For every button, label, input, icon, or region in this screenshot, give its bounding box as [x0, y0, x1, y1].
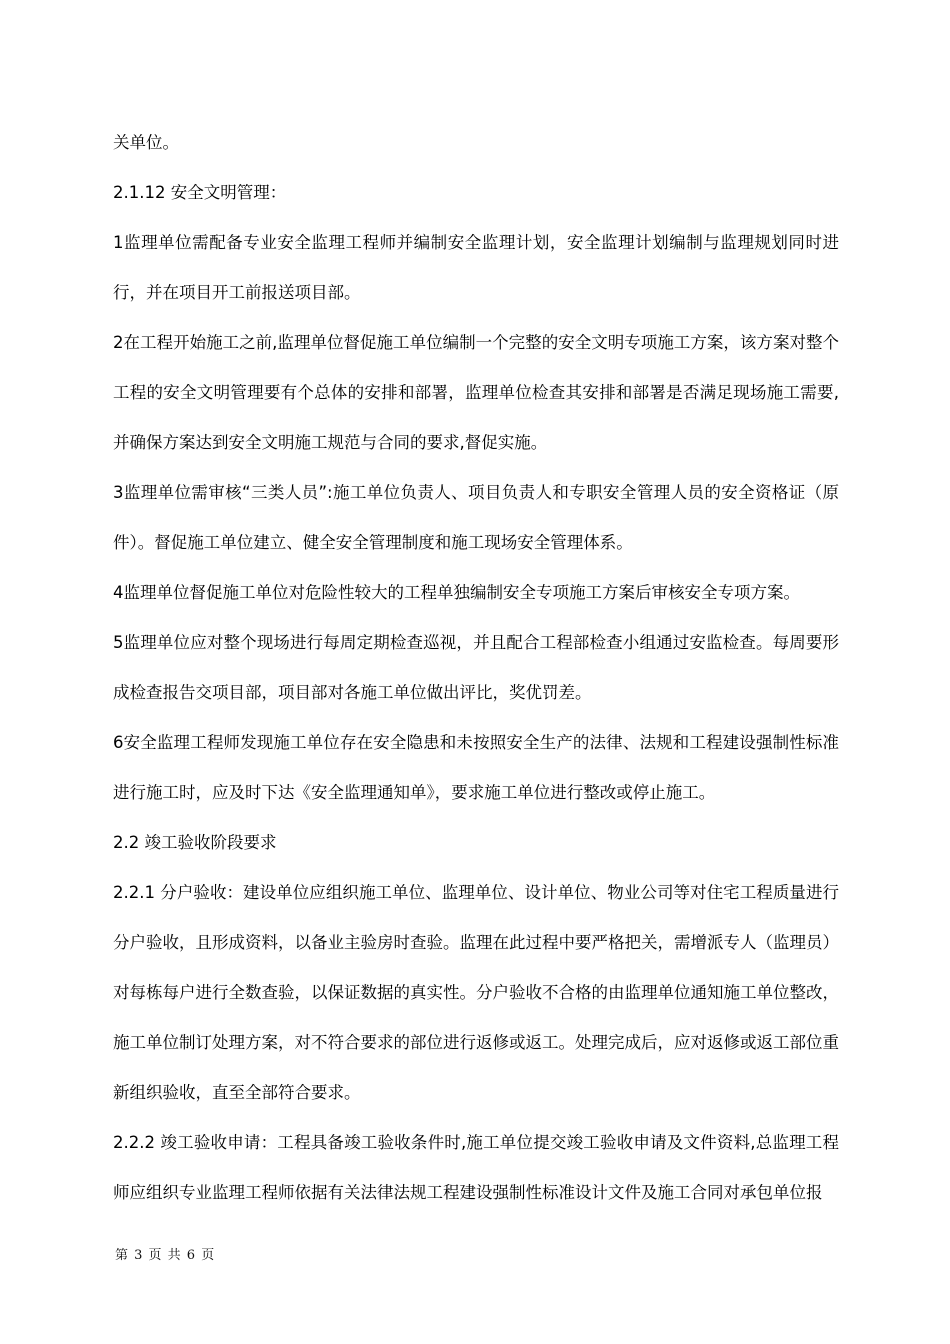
document-body [113, 118, 839, 1218]
list-item-6: 6安全监理工程师发现施工单位存在安全隐患和未按照安全生产的法律、法规和工程建设强制性标准进行施工时，应及时下达《安全监理通知单》，要求施工单位进行整改或停止施工。 [113, 733, 839, 802]
list-item-2: 2在工程开始施工之前,监理单位督促施工单位编制一个完整的安全文明专项施工方案，该方案对整个工程的安全文明管理要有个总体的安排和部署，监理单位检查其安排和部署是否满足现场施工需要,并确保方案达到安全文明施工规范与合同的要求,督促实施。 [113, 333, 839, 452]
section-heading-2-2: 2.2 竣工验收阶段要求 [113, 833, 277, 852]
list-item-3: 3监理单位需审核“三类人员”:施工单位负责人、项目负责人和专职安全管理人员的安全资格证（原件）。督促施工单位建立、健全安全管理制度和施工现场安全管理体系。 [113, 483, 839, 552]
page-footer: 第 3 页 共 6 页 [115, 1248, 216, 1263]
list-item-1: 1监理单位需配备专业安全监理工程师并编制安全监理计划，安全监理计划编制与监理规划同时进行，并在项目开工前报送项目部。 [113, 233, 839, 302]
list-item-5: 5监理单位应对整个现场进行每周定期检查巡视，并且配合工程部检查小组通过安监检查。每周要形成检查报告交项目部，项目部对各施工单位做出评比，奖优罚差。 [113, 633, 839, 702]
paragraph-continuation: 关单位。 [113, 133, 179, 152]
section-heading-2-1-12: 2.1.12 安全文明管理： [113, 183, 287, 202]
paragraph-2-2-2: 2.2.2 竣工验收申请：工程具备竣工验收条件时,施工单位提交竣工验收申请及文件资料,总监理工程师应组织专业监理工程师依据有关法律法规工程建设强制性标准设计文件及施工合同对承包单位报 [113, 1133, 839, 1202]
paragraph-2-2-1: 2.2.1 分户验收：建设单位应组织施工单位、监理单位、设计单位、物业公司等对住宅工程质量进行分户验收，且形成资料，以备业主验房时查验。监理在此过程中要严格把关，需增派专人（监理员）对每栋每户进行全数查验，以保证数据的真实性。分户验收不合格的由监理单位通知施工单位整改，施工单位制订处理方案，对不符合要求的部位进行返修或返工。处理完成后，应对返修或返工部位重新组织验收，直至全部符合要求。 [113, 883, 839, 1102]
list-item-4: 4监理单位督促施工单位对危险性较大的工程单独编制安全专项施工方案后审核安全专项方案。 [113, 583, 800, 602]
